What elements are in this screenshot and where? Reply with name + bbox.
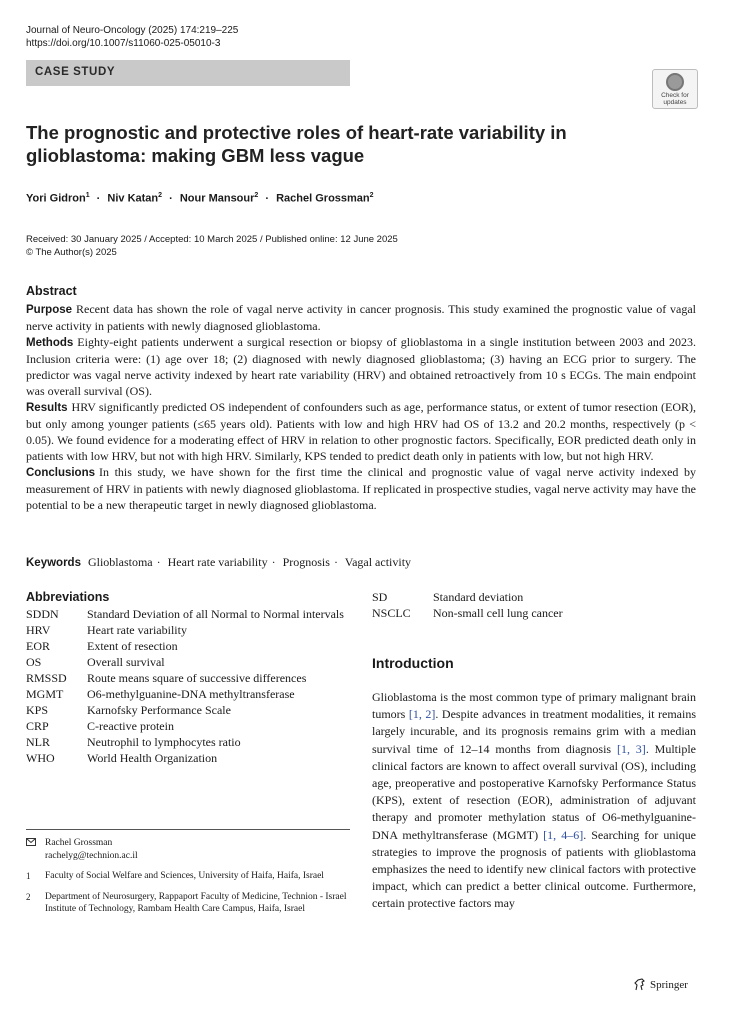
purpose-label: Purpose — [26, 304, 73, 316]
intro-text: . Multiple clinical factors are known to affect overall survival (OS), including age, preoperative and postoperative Karnofsky Performance Status (KPS), extent of resection (EOR), administration of adjuvant therapy and promoter methylation status of O6-methylguanine-DNA methyltransferase (MGMT) — [372, 741, 696, 842]
author-list — [26, 192, 374, 205]
abbreviation-term: HRV — [26, 623, 51, 637]
keyword: Glioblastoma — [87, 555, 153, 569]
author-separator: · — [265, 192, 270, 205]
envelope-icon — [26, 837, 45, 862]
abbreviation-row — [372, 605, 702, 621]
author-separator: · — [169, 192, 173, 205]
affiliation-mark: 1 — [26, 871, 31, 881]
abstract-purpose — [26, 301, 696, 334]
springer-horse-icon — [633, 978, 646, 991]
abbreviation-row — [26, 606, 356, 622]
publication-dates — [26, 234, 398, 259]
corresponding-name: Rachel Grossman — [45, 838, 113, 848]
abbreviation-row — [26, 686, 356, 702]
abbreviation-definition: Standard deviation — [433, 590, 524, 604]
author-name[interactable]: Rachel Grossman — [276, 192, 370, 205]
history-dates: Received: 30 January 2025 / Accepted: 10 March 2025 / Published online: 12 June 2025 — [26, 234, 398, 245]
author-affiliation-mark: 2 — [254, 192, 259, 199]
journal-header — [26, 24, 238, 50]
corresponding-author — [26, 837, 350, 862]
abstract-heading: Abstract — [26, 284, 77, 298]
affiliation-2 — [26, 891, 350, 916]
abbreviations-heading: Abbreviations — [26, 590, 110, 604]
abbreviation-definition: C-reactive protein — [87, 719, 174, 733]
abbreviation-term: RMSSD — [26, 671, 67, 685]
citation-link[interactable]: [1, 4–6] — [543, 827, 584, 842]
abbreviation-term: OS — [26, 655, 42, 669]
abbreviation-definition: Heart rate variability — [87, 623, 187, 637]
abbreviations-list — [26, 589, 356, 766]
affiliation-text: Faculty of Social Welfare and Sciences, University of Haifa, Haifa, Israel — [45, 871, 324, 881]
author-name[interactable]: Yori Gidron — [26, 192, 86, 205]
citation-link[interactable]: [1, 3] — [616, 741, 646, 756]
introduction-heading: Introduction — [372, 655, 454, 671]
publisher-logo — [633, 978, 688, 991]
check-for-updates-icon — [666, 73, 684, 91]
keyword: Prognosis — [282, 555, 330, 569]
abbreviation-term: WHO — [26, 751, 55, 765]
results-text: HRV significantly predicted OS independent of confounders such as age, performance status, or extent of tumor resection (EOR), but only among younger patients (≤65 years old). Patients with low and high HRV had OS of 13.2 and 20.2 months, respectively (p < 0.05). We found evidence for a moderating effect of HRV in relation to other prognostic factors. Specifically, EOR predicted death only in patients with low HRV, but not with high HRV. Similarly, KPS tended to predict death only in patients with low, but not high HRV. — [26, 400, 696, 463]
abbreviation-definition: Non-small cell lung cancer — [433, 606, 563, 620]
article-type-bar — [26, 60, 350, 86]
keyword-separator: · — [333, 555, 338, 569]
intro-text: . Despite advances in treatment modalities, it remains largely incurable, and its prognosis remains grim with a median survival time of 12–14 months from diagnosis — [372, 707, 697, 756]
author-separator: · — [96, 192, 101, 205]
author-affiliation-mark: 1 — [85, 192, 90, 199]
intro-text: Glioblastoma is the most common type of primary malignant brain tumors — [372, 690, 696, 722]
check-for-updates-badge[interactable] — [652, 69, 698, 109]
conclusions-label: Conclusions — [26, 467, 96, 479]
abbreviation-definition: Karnofsky Performance Scale — [87, 703, 231, 717]
abbreviation-definition: World Health Organization — [87, 751, 218, 765]
author-affiliation-mark: 2 — [158, 192, 163, 199]
journal-citation: Journal of Neuro-Oncology (2025) 174:219–225 — [26, 25, 239, 36]
abbreviation-term: SD — [372, 590, 388, 604]
corresponding-email[interactable]: rachelyg@technion.ac.il — [45, 850, 138, 861]
abbreviation-row — [26, 654, 356, 670]
abbreviation-row — [26, 622, 356, 638]
affiliation-mark: 2 — [26, 891, 31, 902]
abbreviation-row — [26, 638, 356, 654]
affiliation-text: Department of Neurosurgery, Rappaport Faculty of Medicine, Technion - Israel Institute of Technology, Rambam Health Care Campus, Haifa, Israel — [45, 891, 347, 914]
keywords-line — [26, 555, 411, 570]
keyword: Heart rate variability — [167, 555, 268, 569]
purpose-text: Recent data has shown the role of vagal nerve activity in cancer prognosis. This study examined the prognostic value of vagal nerve activity in patients with newly diagnosed glioblastoma. — [26, 302, 696, 333]
abbreviation-definition: Standard Deviation of all Normal to Normal intervals — [87, 607, 344, 621]
citation-link[interactable]: [1, 2] — [408, 707, 436, 722]
abstract-conclusions — [26, 464, 696, 513]
abbreviation-term: KPS — [26, 703, 49, 717]
keyword: Vagal activity — [344, 555, 412, 569]
article-title: The prognostic and protective roles of heart-rate variability in glioblastoma: making GBM less vague — [26, 122, 567, 166]
abbreviation-row — [26, 734, 356, 750]
conclusions-text: In this study, we have shown for the first time the clinical and prognostic value of vagal nerve activity indexed by measurement of HRV in patients with newly diagnosed glioblastoma. If replicated in prospective studies, vagal nerve activity may have the potential to be a new therapeutic target in newly diagnosed glioblastoma. — [26, 465, 696, 512]
check-for-updates-line2: updates — [663, 99, 687, 106]
keyword-separator: · — [271, 555, 276, 569]
abbreviation-definition: Neutrophil to lymphocytes ratio — [87, 735, 241, 749]
keywords-label: Keywords — [26, 557, 81, 569]
author-name[interactable]: Nour Mansour — [179, 192, 255, 205]
abstract-section — [26, 283, 696, 513]
abbreviation-row — [26, 718, 356, 734]
article-type-label: CASE STUDY — [35, 66, 116, 78]
introduction-paragraph — [372, 689, 696, 913]
abbreviation-definition: Route means square of successive differences — [87, 671, 307, 685]
check-for-updates-line1: Check for — [661, 92, 689, 99]
keyword-separator: · — [156, 555, 161, 569]
abstract-results — [26, 399, 696, 464]
doi-link[interactable]: https://doi.org/10.1007/s11060-025-05010-3 — [26, 38, 221, 49]
author-affiliation-mark: 2 — [369, 192, 374, 199]
abbreviation-row — [26, 702, 356, 718]
methods-label: Methods — [26, 337, 74, 349]
copyright-line: © The Author(s) 2025 — [26, 246, 117, 258]
author-name[interactable]: Niv Katan — [107, 192, 159, 205]
abbreviation-row — [26, 670, 356, 686]
abstract-methods — [26, 334, 696, 399]
abbreviation-term: NLR — [26, 735, 50, 749]
intro-text: . Searching for unique strategies to improve the prognosis of patients with glioblastoma emphasizes the need to identify new clinical factors with protective impact, which can predict a better clinical outcome. Furthermore, certain protective factors may — [372, 827, 697, 911]
abbreviation-definition: Extent of resection — [87, 639, 178, 653]
abbreviation-definition: O6-methylguanine-DNA methyltransferase — [87, 687, 295, 701]
abbreviation-term: SDDN — [26, 607, 59, 621]
abbreviation-term: NSCLC — [372, 606, 411, 620]
abbreviation-term: EOR — [26, 639, 50, 653]
footnote-divider — [26, 829, 350, 830]
affiliation-1 — [26, 870, 350, 883]
abbreviation-row — [372, 589, 702, 605]
abbreviation-term: CRP — [26, 719, 49, 733]
abbreviations-list-continued — [372, 589, 702, 621]
footnotes — [26, 837, 350, 924]
results-label: Results — [26, 402, 68, 414]
abbreviation-row — [26, 750, 356, 766]
abbreviation-term: MGMT — [26, 687, 64, 701]
abbreviation-definition: Overall survival — [87, 655, 165, 669]
publisher-name: Springer — [650, 978, 688, 991]
methods-text: Eighty-eight patients underwent a surgical resection or biopsy of glioblastoma in a single institution between 2003 and 2023. Inclusion criteria were: (1) age over 18; (2) diagnosed with newly diagnosed glioblastoma; (3) having an ECG prior to surgery. The predictor was vagal nerve activity indexed by heart rate variability (HRV) and obtained retroactively from 10 s ECGs. The main endpoint was overall survival (OS). — [26, 335, 696, 398]
